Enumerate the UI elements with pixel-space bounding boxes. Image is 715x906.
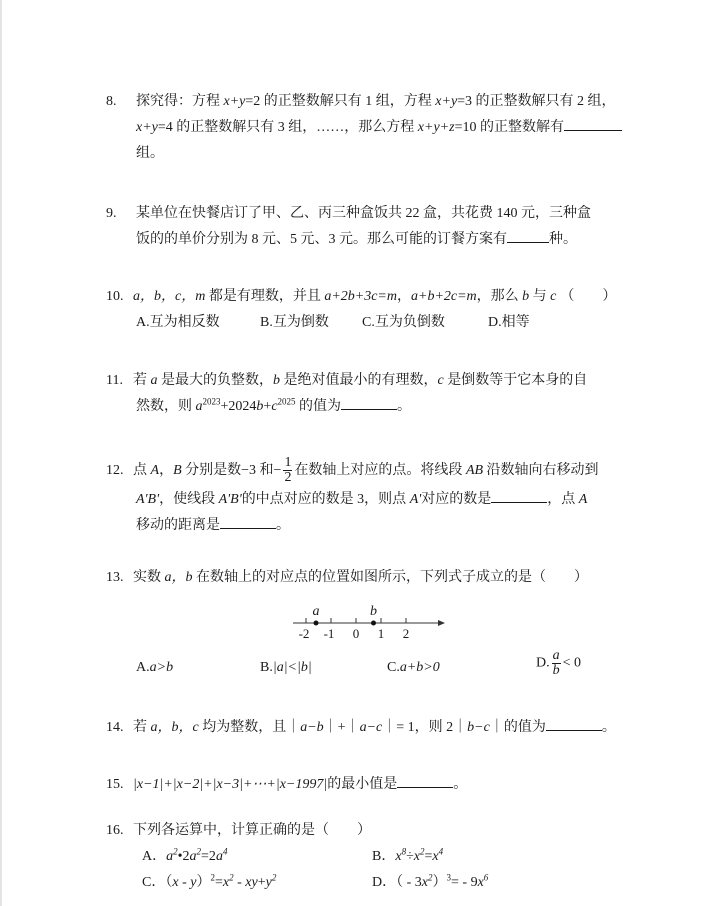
option-expr: < 0: [562, 655, 582, 671]
q12-text: 。: [276, 518, 290, 533]
q11-text: 。: [397, 399, 412, 414]
q8-text: =2 的正整数解只有 1 组，方程: [245, 94, 436, 109]
number-line-figure: [290, 597, 450, 645]
tick-label: 1: [377, 626, 385, 641]
option-label: C．: [142, 875, 166, 890]
q11-var: b: [256, 399, 264, 414]
q12-text: −: [273, 463, 282, 478]
q14-vars: a，b，c: [150, 720, 199, 735]
option-b[interactable]: [260, 655, 312, 681]
q11-text: 是倒数等于它本身的自: [443, 373, 588, 388]
q11-var: c: [271, 399, 278, 414]
q14-text: 。: [601, 720, 616, 735]
answer-blank[interactable]: [546, 716, 602, 731]
q14-text: ｜+｜: [323, 720, 360, 735]
q13-text: 在数轴上的对应点的位置如图所示，下列式子成立的是（ ）: [192, 570, 588, 585]
answer-blank[interactable]: [564, 116, 622, 131]
q8-text: =4 的正整数解只有 3 组，……，那么方程: [157, 120, 418, 135]
q12-text: ，使线段: [159, 492, 219, 507]
option-a[interactable]: A.互为相反数: [136, 315, 220, 330]
q10-text: ，那么: [476, 289, 523, 304]
question-number: 13.: [106, 570, 124, 585]
option-expr: |a|<|b|: [272, 660, 312, 675]
q12-text: ，点: [547, 492, 579, 507]
q11-var: b: [273, 373, 280, 388]
denominator: b: [552, 663, 560, 678]
q9-text: 种。: [549, 232, 577, 247]
q14-expr: b−c: [467, 720, 490, 735]
option-a[interactable]: A．$a^2•2a^2=2a^4$: [142, 846, 228, 864]
tick-label: 2: [402, 626, 410, 641]
answer-blank[interactable]: [397, 773, 453, 788]
q12-text: 在数轴上对应的点。将线段: [294, 463, 466, 478]
arrow-icon: [438, 620, 445, 626]
point-b-label: b: [370, 604, 377, 619]
question-12: [106, 455, 616, 539]
answer-paren[interactable]: （ ）: [560, 289, 617, 304]
answer-blank[interactable]: [341, 395, 397, 410]
q8-eq: x+y: [223, 94, 246, 109]
q12-text: ，: [159, 463, 174, 478]
q8-text: 组。: [136, 146, 164, 161]
q10-text: 都是有理数，并且: [205, 289, 325, 304]
q12-var: A: [578, 492, 588, 507]
option-d[interactable]: D．（ - $3x^2)^3= - 9x^6$: [372, 872, 489, 890]
option-expr: a+b>0: [399, 660, 440, 675]
question-9: [106, 201, 616, 253]
q13-vars: a，b: [164, 570, 193, 585]
q14-text: 均为整数，且｜: [198, 720, 301, 735]
q13-text: 实数: [133, 570, 165, 585]
question-number: 11.: [106, 373, 123, 388]
q12-text: 对应的数是: [421, 492, 492, 507]
q11-text: +2024: [220, 399, 257, 414]
fraction: [283, 456, 292, 485]
q14-expr: a−b: [300, 720, 324, 735]
question-14: [106, 715, 616, 741]
q11-var: a: [195, 399, 203, 414]
option-c[interactable]: C.互为负倒数: [362, 315, 445, 330]
option-d[interactable]: [536, 649, 581, 678]
q8-text: =10 的正整数解有: [454, 120, 564, 135]
q10-text: ，: [397, 289, 411, 304]
q12-var: A': [409, 492, 422, 507]
option-label: D.: [536, 655, 550, 671]
q12-var: AB: [465, 463, 484, 478]
exponent: 2025: [277, 396, 296, 407]
q11-text: +: [263, 399, 272, 414]
option-b[interactable]: B.互为倒数: [260, 315, 329, 330]
q12-var: B: [173, 463, 182, 478]
q14-text: 若: [133, 720, 151, 735]
q9-text: 饭的的单价分别为 8 元、5 元、3 元。那么可能的订餐方案有: [136, 232, 507, 247]
question-8: [106, 89, 616, 167]
q8-eq: x+y: [435, 94, 458, 109]
q9-text: 某单位在快餐店订了甲、乙、丙三种盒饭共 22 盒，共花费 140 元，三种盒: [136, 206, 591, 221]
option-d[interactable]: D.相等: [488, 315, 530, 330]
q12-var: A'B': [218, 492, 242, 507]
fraction: [552, 649, 561, 678]
option-c[interactable]: C．$(x - y)^2=x^2 - xy+y^2$: [142, 872, 277, 890]
q12-text: 点: [133, 463, 151, 478]
denominator: 2: [284, 470, 292, 486]
q11-text: 然数，则: [136, 399, 196, 414]
question-number: 8.: [106, 94, 117, 109]
q14-text: ｜的值为: [489, 720, 546, 735]
q8-eq: x+y+z: [417, 120, 455, 135]
q16-stem: 下列各运算中，计算正确的是（ ）: [133, 823, 371, 838]
option-b[interactable]: B．$x^8\div x^2=x^4$: [372, 846, 444, 864]
q11-text: 若: [133, 373, 151, 388]
q11-text: 的值为: [295, 399, 342, 414]
q12-text: 移动的距离是: [136, 518, 220, 533]
question-16: [106, 818, 616, 896]
point-b-dot: [371, 621, 376, 626]
q8-eq: x+y: [136, 120, 158, 135]
q10-var: b: [522, 289, 530, 304]
q15-text: 。: [453, 777, 468, 792]
exponent: 2023: [202, 396, 221, 407]
answer-blank[interactable]: [507, 228, 549, 243]
q10-vars: a，b，c，m: [133, 289, 206, 304]
tick-label: -2: [298, 626, 310, 641]
option-label: D．: [372, 875, 397, 890]
question-10: [106, 284, 616, 336]
tick-label: 0: [352, 626, 360, 641]
numerator: a: [552, 648, 560, 663]
option-label: C.: [387, 660, 400, 675]
point-a-label: a: [312, 604, 320, 619]
q12-text: 沿数轴向右移动到: [483, 463, 599, 478]
q15-expr: |x−1|+|x−2|+|x−3|+⋯+|x−1997|: [133, 777, 328, 792]
question-number: 14.: [106, 720, 124, 735]
q12-var: A: [150, 463, 160, 478]
q12-text: 分别是数−3 和: [181, 463, 274, 478]
q10-eq: a+2b+3c=m: [324, 289, 397, 304]
question-number: 15.: [106, 777, 124, 792]
q11-text: 是最大的负整数，: [157, 373, 273, 388]
q12-var: A'B': [136, 492, 160, 507]
q8-text: =3 的正整数解只有 2 组，: [457, 94, 616, 109]
question-number: 10.: [106, 289, 124, 304]
option-expr: a>b: [149, 660, 174, 675]
question-13-options: [106, 648, 616, 685]
tick-label: -1: [323, 626, 335, 641]
option-a[interactable]: [136, 655, 173, 681]
q11-var: c: [437, 373, 444, 388]
option-label: B.: [260, 660, 273, 675]
option-label: B．: [372, 849, 396, 864]
question-number: 9.: [106, 206, 117, 221]
q14-text: ｜= 1，则 2｜: [382, 720, 468, 735]
numerator: 1: [284, 455, 292, 471]
option-label: A．: [142, 849, 167, 864]
q11-text: 是绝对值最小的有理数，: [280, 373, 438, 388]
q14-expr: a−c: [359, 720, 383, 735]
option-c[interactable]: [387, 655, 440, 681]
q15-text: 的最小值是: [327, 777, 398, 792]
answer-blank[interactable]: [220, 514, 276, 529]
option-label: A.: [136, 660, 150, 675]
point-a-dot: [314, 621, 319, 626]
question-number: 16.: [106, 823, 124, 838]
question-11: [106, 368, 616, 420]
page-border: [0, 0, 2, 906]
q8-text: 探究得：方程: [136, 94, 224, 109]
q11-var: a: [150, 373, 158, 388]
question-number: 12.: [106, 463, 124, 478]
q12-text: 的中点对应的数是 3，则点: [241, 492, 410, 507]
q10-var: c: [550, 289, 557, 304]
question-15: [106, 772, 616, 798]
answer-blank[interactable]: [491, 488, 547, 503]
q10-eq: a+b+2c=m: [411, 289, 477, 304]
q10-text: 与: [529, 289, 551, 304]
question-13: [106, 565, 616, 591]
